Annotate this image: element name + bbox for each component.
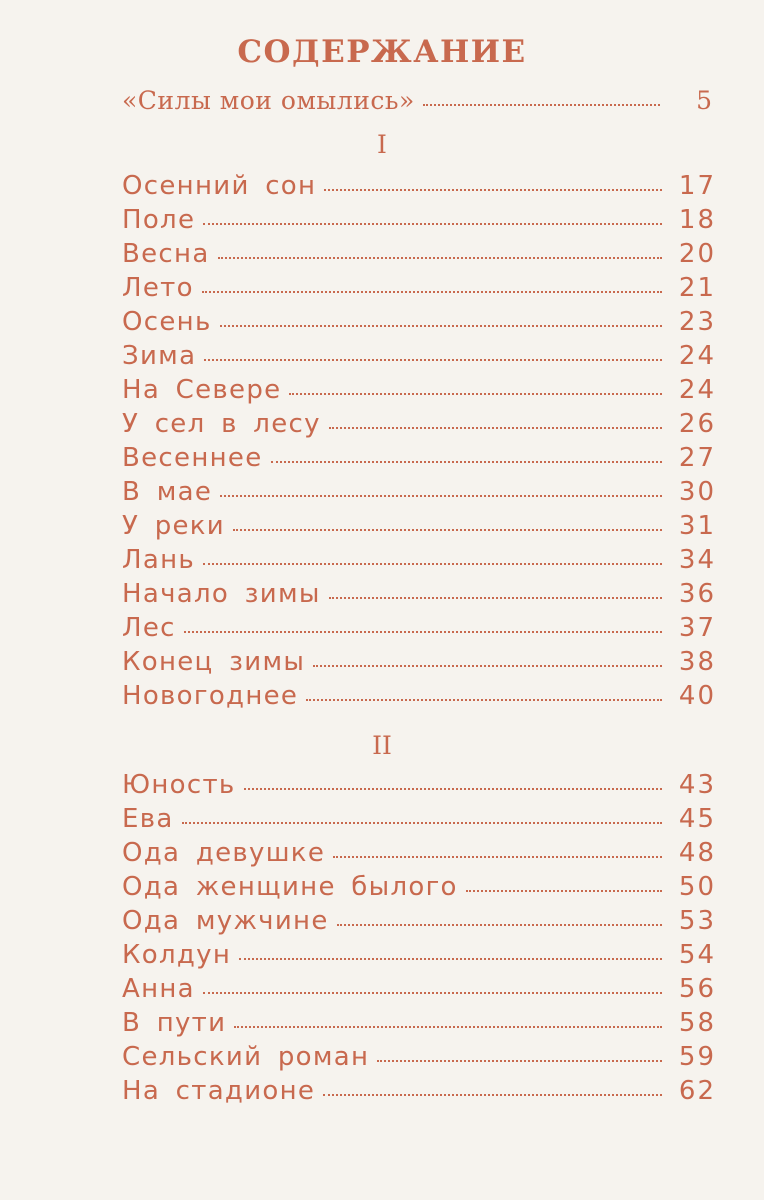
toc-entry-label: Лето bbox=[122, 273, 194, 303]
toc-entry-label: Лес bbox=[122, 613, 176, 643]
toc-entry-label: У сел в лесу bbox=[122, 409, 321, 439]
toc-entry bbox=[122, 872, 716, 906]
toc-entry-label: Ода мужчине bbox=[122, 906, 329, 936]
dot-leader bbox=[329, 427, 662, 429]
toc-entry bbox=[122, 681, 716, 715]
toc-entry bbox=[122, 545, 716, 579]
toc-entry bbox=[122, 477, 716, 511]
toc-entry-page-number: 24 bbox=[678, 375, 716, 405]
toc-entry-page-number: 30 bbox=[678, 477, 716, 507]
toc-entry bbox=[122, 579, 716, 613]
toc-entry-page-number: 20 bbox=[678, 239, 716, 269]
dot-leader bbox=[203, 992, 662, 994]
toc-entry-label: Сельский роман bbox=[122, 1042, 370, 1072]
toc-entry bbox=[122, 273, 716, 307]
toc-entry-page-number: 26 bbox=[678, 409, 716, 439]
toc-entry-page-number: 21 bbox=[678, 273, 716, 303]
toc-entry bbox=[122, 613, 716, 647]
toc-entry-page-number: 56 bbox=[678, 974, 716, 1004]
toc-entry-page-number: 43 bbox=[678, 770, 716, 800]
dot-leader bbox=[377, 1060, 662, 1062]
section-2-entries bbox=[122, 770, 716, 1110]
toc-entry bbox=[122, 205, 716, 239]
toc-entry bbox=[122, 443, 716, 477]
toc-entry-label: Осенний сон bbox=[122, 171, 317, 201]
section-numeral-1: I bbox=[377, 130, 387, 159]
dot-leader bbox=[218, 257, 662, 259]
toc-entry-page-number: 36 bbox=[678, 579, 716, 609]
dot-leader bbox=[202, 291, 662, 293]
toc-entry-page-number: 24 bbox=[678, 341, 716, 371]
toc-entry bbox=[122, 1042, 716, 1076]
toc-entry-label: Начало зимы bbox=[122, 579, 321, 609]
toc-entry bbox=[122, 171, 716, 205]
dot-leader bbox=[182, 822, 662, 824]
toc-entry bbox=[122, 511, 716, 545]
dot-leader bbox=[204, 359, 662, 361]
toc-entry-intro bbox=[122, 86, 714, 122]
toc-entry-label: Ода девушке bbox=[122, 838, 326, 868]
toc-entry-page-number: 23 bbox=[678, 307, 716, 337]
dot-leader bbox=[306, 699, 662, 701]
toc-entry-label: Весна bbox=[122, 239, 210, 269]
toc-entry-label: Ода женщине былого bbox=[122, 872, 458, 902]
dot-leader bbox=[244, 788, 662, 790]
toc-entry-page-number: 58 bbox=[678, 1008, 716, 1038]
dot-leader bbox=[323, 1094, 662, 1096]
dot-leader bbox=[233, 529, 662, 531]
toc-entry-label: На стадионе bbox=[122, 1076, 316, 1106]
toc-entry-page-number: 38 bbox=[678, 647, 716, 677]
toc-entry-page-number: 50 bbox=[678, 872, 716, 902]
toc-entry bbox=[122, 647, 716, 681]
toc-entry-label: Анна bbox=[122, 974, 195, 1004]
dot-leader bbox=[324, 189, 662, 191]
toc-entry-page-number: 62 bbox=[678, 1076, 716, 1106]
toc-entry bbox=[122, 307, 716, 341]
dot-leader bbox=[289, 393, 662, 395]
section-numeral-2: II bbox=[372, 731, 392, 760]
dot-leader bbox=[466, 890, 662, 892]
toc-entry-page-number: 48 bbox=[678, 838, 716, 868]
toc-entry-label: «Силы мои омылись» bbox=[122, 86, 415, 115]
dot-leader bbox=[333, 856, 662, 858]
dot-leader bbox=[329, 597, 662, 599]
dot-leader bbox=[271, 461, 662, 463]
toc-entry-label: У реки bbox=[122, 511, 226, 541]
toc-entry bbox=[122, 341, 716, 375]
toc-entry-label: Зима bbox=[122, 341, 197, 371]
toc-entry-page-number: 27 bbox=[678, 443, 716, 473]
toc-entry-label: На Севере bbox=[122, 375, 282, 405]
toc-entry-label: Лань bbox=[122, 545, 196, 575]
toc-entry bbox=[122, 409, 716, 443]
toc-entry-page-number: 37 bbox=[678, 613, 716, 643]
toc-entry bbox=[122, 239, 716, 273]
toc-entry-page-number: 53 bbox=[678, 906, 716, 936]
toc-entry-label: Весеннее bbox=[122, 443, 263, 473]
toc-entry-page-number: 54 bbox=[678, 940, 716, 970]
page-title: СОДЕРЖАНИЕ bbox=[237, 34, 527, 70]
dot-leader bbox=[184, 631, 662, 633]
toc-entry-label: Ева bbox=[122, 804, 174, 834]
toc-entry-page-number: 18 bbox=[678, 205, 716, 235]
toc-entry-page-number: 5 bbox=[696, 86, 714, 115]
toc-entry-page-number: 17 bbox=[678, 171, 716, 201]
toc-entry-label: Колдун bbox=[122, 940, 232, 970]
toc-entry-label: В мае bbox=[122, 477, 213, 507]
dot-leader bbox=[220, 325, 662, 327]
toc-entry bbox=[122, 974, 716, 1008]
section-1-entries bbox=[122, 171, 716, 715]
toc-entry bbox=[122, 375, 716, 409]
toc-entry-label: Юность bbox=[122, 770, 236, 800]
toc-entry-label: Поле bbox=[122, 205, 196, 235]
dot-leader bbox=[220, 495, 662, 497]
dot-leader bbox=[337, 924, 662, 926]
toc-entry bbox=[122, 1008, 716, 1042]
toc-entry bbox=[122, 940, 716, 974]
dot-leader bbox=[203, 223, 662, 225]
toc-entry bbox=[122, 1076, 716, 1110]
toc-entry-page-number: 40 bbox=[678, 681, 716, 711]
toc-entry-page-number: 45 bbox=[678, 804, 716, 834]
dot-leader bbox=[203, 563, 662, 565]
toc-entry bbox=[122, 770, 716, 804]
toc-entry-page-number: 34 bbox=[678, 545, 716, 575]
dot-leader bbox=[234, 1026, 662, 1028]
toc-entry-page-number: 31 bbox=[678, 511, 716, 541]
toc-entry-label: В пути bbox=[122, 1008, 227, 1038]
toc-entry-label: Конец зимы bbox=[122, 647, 306, 677]
dot-leader bbox=[239, 958, 662, 960]
toc-entry bbox=[122, 804, 716, 838]
toc-entry-label: Осень bbox=[122, 307, 212, 337]
dot-leader bbox=[313, 665, 662, 667]
toc-entry bbox=[122, 906, 716, 940]
toc-entry bbox=[122, 838, 716, 872]
dot-leader bbox=[423, 104, 660, 106]
toc-entry-label: Новогоднее bbox=[122, 681, 299, 711]
toc-entry-page-number: 59 bbox=[678, 1042, 716, 1072]
